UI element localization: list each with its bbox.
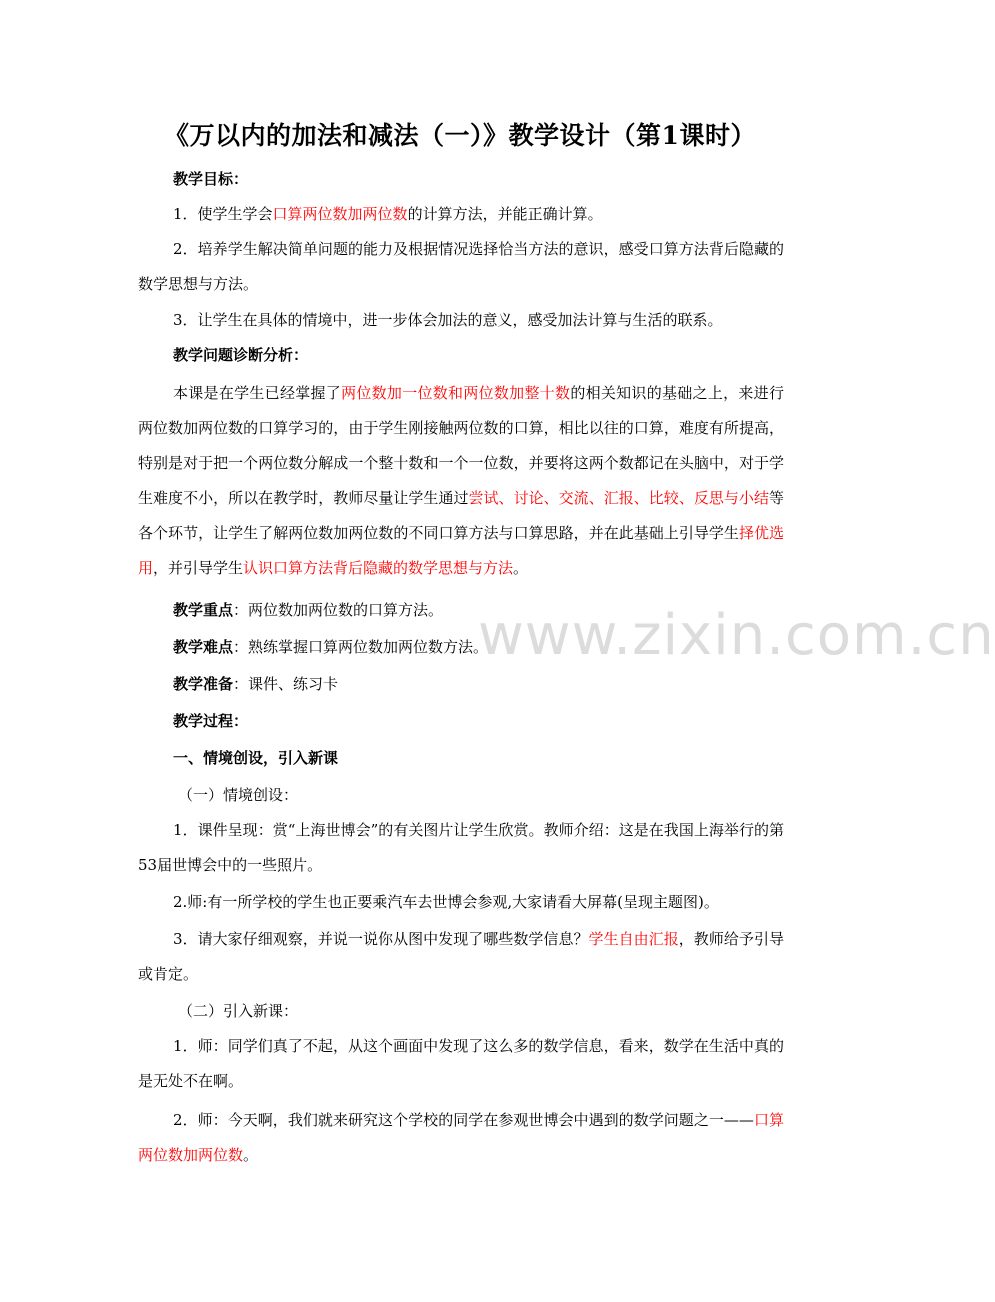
intro-item-1: 1．师：同学们真了不起，从这个画面中发现了这么多的数学信息，看来，数学在生活中真的是无处不在啊。	[138, 1037, 784, 1090]
highlight: 择优选用	[138, 524, 784, 577]
highlight: 口算两位数加两位数	[138, 1111, 784, 1164]
objective-1: 1．使学生学会口算两位数加两位数的计算方法，并能正确计算。	[173, 205, 603, 223]
key-point: 教学重点：两位数加两位数的口算方法。	[173, 601, 444, 619]
document-title: 《万以内的加法和减法（一）》教学设计（第1课时）	[164, 121, 756, 150]
highlight: 学生自由汇报	[588, 930, 679, 948]
difficulty: 教学难点：熟练掌握口算两位数加两位数方法。	[173, 638, 489, 656]
scene-item-1: 1．课件呈现：赏“上海世博会”的有关图片让学生欣赏。教师介绍：这是在我国上海举行的第53届世博会中的一些照片。	[138, 821, 784, 874]
intro-item-2: 2．师：今天啊，我们就来研究这个学校的同学在参观世博会中遇到的数学问题之一——口算两位数加两位数。	[138, 1111, 784, 1164]
analysis-paragraph: 本课是在学生已经掌握了两位数加一位数和两位数加整十数的相关知识的基础之上，来进行两位数加两位数的口算学习的，由于学生刚接触两位数的口算，相比以往的口算，难度有所提高，特别是对于把一个两位数分解成一个整十数和一个一位数，并要将这两个数都记在头脑中，对于学生难度不小，所以在教学时，教师尽量让学生通过尝试、讨论、交流、汇报、比较、反思与小结等各个环节，让学生了解两位数加两位数的不同口算方法与口算思路，并在此基础上引导学生择优选用，并引导学生认识口算方法背后隐藏的数学思想与方法。	[138, 384, 784, 577]
section-1-heading: 一、情境创设，引入新课	[173, 749, 339, 767]
objective-3: 3．让学生在具体的情境中，进一步体会加法的意义，感受加法计算与生活的联系。	[173, 311, 723, 329]
highlight: 两位数加一位数和两位数加整十数	[341, 384, 571, 402]
scene-item-2: 2.师:有一所学校的学生也正要乘汽车去世博会参观,大家请看大屏幕(呈现主题图)。	[173, 893, 719, 911]
watermark: www.zixin.com.cn	[478, 603, 995, 668]
scene-item-3: 3．请大家仔细观察，并说一说你从图中发现了哪些数学信息？学生自由汇报，教师给予引导或肯定。	[138, 930, 784, 983]
process-heading: 教学过程：	[173, 712, 249, 730]
highlight: 尝试、讨论、交流、汇报、比较、反思与小结	[468, 489, 769, 507]
preparation: 教学准备：课件、练习卡	[173, 675, 339, 693]
highlight: 认识口算方法背后隐藏的数学思想与方法	[243, 559, 514, 577]
analysis-heading: 教学问题诊断分析：	[173, 346, 309, 364]
subsection-2-heading: （二）引入新课：	[178, 1002, 299, 1020]
objective-2: 2．培养学生解决简单问题的能力及根据情况选择恰当方法的意识，感受口算方法背后隐藏的数学思想与方法。	[138, 240, 784, 293]
subsection-1-heading: （一）情境创设：	[178, 786, 299, 804]
objectives-heading: 教学目标：	[173, 170, 249, 188]
highlight: 口算两位数加两位数	[272, 205, 408, 223]
